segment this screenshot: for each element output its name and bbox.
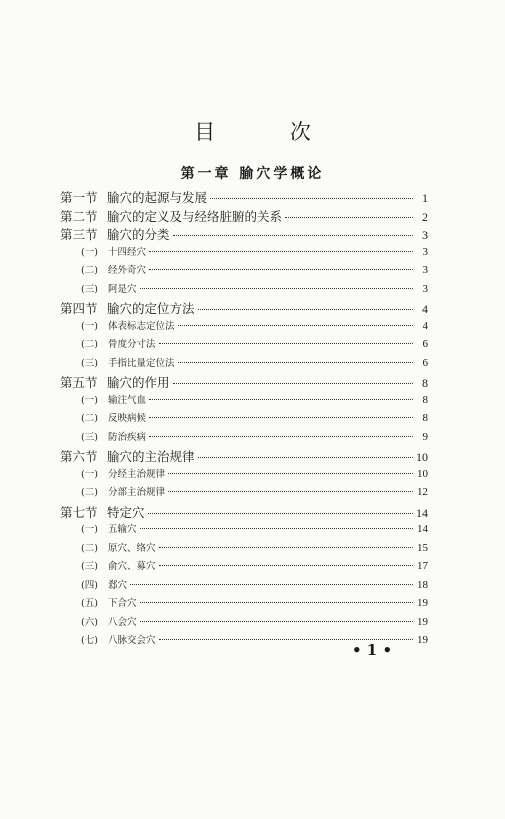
toc-entry-number: (一) (81, 524, 98, 535)
toc-entry-number: (一) (81, 468, 98, 480)
toc-subsection-entry (60, 595, 428, 614)
toc-leader-dots (168, 473, 413, 474)
toc-entry-title: 骨度分寸法 (108, 339, 156, 350)
footer-page-number: • 1 • (351, 641, 393, 659)
toc-entry-number: (三) (81, 561, 98, 572)
toc-leader-dots (159, 547, 413, 548)
toc-leader-dots (140, 288, 413, 289)
toc-leader-dots (285, 217, 413, 218)
toc-entry-page: 3 (422, 228, 428, 242)
toc-leader-dots (159, 639, 413, 640)
toc-subsection-entry (60, 429, 428, 448)
toc-entry-number: (四) (81, 579, 98, 591)
toc-entry-number: 第七节 (60, 504, 98, 520)
toc-entry-page: 6 (422, 338, 428, 350)
toc-entry-title: 腧穴的定义及与经络脏腑的关系 (107, 208, 283, 224)
toc-leader-dots (140, 621, 413, 622)
toc-section-entry (60, 188, 428, 207)
toc-leader-dots (140, 602, 413, 603)
toc-entry-number: 第三节 (60, 227, 98, 242)
toc-subsection-entry (60, 540, 428, 559)
toc-section-entry (60, 207, 428, 226)
toc-entry-page: 8 (422, 412, 428, 424)
toc-leader-dots (149, 251, 413, 252)
toc-entry-title: 防治疾病 (108, 431, 147, 443)
toc-entry-page: 4 (422, 319, 428, 332)
toc-entry-number: (三) (81, 357, 98, 369)
toc-entry-page: 3 (422, 264, 428, 276)
toc-entry-title: 手指比量定位法 (108, 357, 175, 369)
toc-entry-number: (二) (81, 339, 98, 350)
toc-subsection-entry (60, 577, 428, 596)
toc-entry-page: 8 (422, 393, 428, 406)
toc-subsection-entry (60, 392, 428, 411)
toc-entry-number: (五) (81, 598, 98, 609)
toc-entry-number: (二) (81, 487, 98, 498)
toc-subsection-entry (60, 336, 428, 355)
toc-entry-title: 阿是穴 (108, 283, 137, 295)
toc-entry-number: (一) (81, 320, 98, 332)
toc-leader-dots (159, 343, 413, 344)
toc-entry-page: 10 (416, 450, 428, 464)
toc-leader-dots (130, 584, 413, 585)
toc-entry-title: 下合穴 (108, 598, 137, 609)
toc-entry-title: 腧穴的分类 (107, 227, 170, 242)
toc-subsection-entry (60, 262, 428, 281)
toc-section-entry (60, 447, 428, 466)
toc-subsection-entry (60, 521, 428, 540)
toc-entry-number: 第一节 (60, 190, 98, 205)
toc-entry-page: 4 (422, 302, 428, 316)
toc-entry-page: 18 (417, 578, 428, 591)
toc-leader-dots (149, 436, 413, 437)
toc-entry-title: 腧穴的作用 (107, 375, 170, 390)
toc-entry-title: 体表标志定位法 (108, 320, 175, 332)
toc-entry-number: 第二节 (60, 208, 98, 224)
toc-entry-title: 腧穴的定位方法 (107, 301, 195, 316)
toc-subsection-entry (60, 614, 428, 633)
page-title: 目 次 (194, 120, 345, 144)
toc-entry-page: 14 (416, 505, 428, 520)
toc-entry-page: 3 (422, 245, 428, 258)
toc-entry-number: (二) (81, 542, 98, 554)
toc-entry-title: 八脉交会穴 (108, 635, 156, 646)
toc-leader-dots (178, 325, 413, 326)
toc-entry-page: 2 (422, 209, 428, 224)
toc-entry-page: 9 (422, 430, 428, 443)
toc-entry-page: 19 (417, 634, 428, 646)
toc-entry-page: 19 (417, 597, 428, 609)
toc-entry-title: 分部主治规律 (108, 487, 166, 498)
toc-entry-number: (二) (81, 413, 98, 424)
toc-entry-title: 特定穴 (107, 504, 145, 520)
toc-leader-dots (159, 565, 413, 566)
toc-leader-dots (178, 362, 413, 363)
toc-entry-title: 分经主治规律 (108, 468, 166, 480)
toc-subsection-entry (60, 355, 428, 374)
toc-entry-title: 原穴、络穴 (108, 542, 156, 554)
toc-entry-title: 反映病候 (108, 413, 147, 424)
toc-leader-dots (148, 513, 413, 514)
toc-entry-number: (三) (81, 431, 98, 443)
toc-entry-page: 3 (422, 282, 428, 295)
toc-leader-dots (149, 269, 413, 270)
toc-entry-page: 10 (417, 467, 428, 480)
toc-entry-title: 俞穴、募穴 (108, 561, 156, 572)
toc-leader-dots (168, 491, 413, 492)
toc-leader-dots (210, 198, 413, 199)
toc-entry-title: 腧穴的主治规律 (107, 449, 195, 464)
toc-section-entry (60, 373, 428, 392)
toc-entry-number: (二) (81, 265, 98, 276)
toc-entry-page: 8 (422, 376, 428, 390)
toc-subsection-entry (60, 410, 428, 429)
toc-entry-page: 12 (417, 486, 428, 498)
toc-leader-dots (198, 457, 413, 458)
toc-entry-number: (三) (81, 283, 98, 295)
toc-entry-number: (一) (81, 246, 98, 258)
toc-subsection-entry (60, 244, 428, 263)
toc-leader-dots (140, 528, 413, 529)
toc-section-entry (60, 299, 428, 318)
toc-entry-number: 第五节 (60, 375, 98, 390)
toc-leader-dots (149, 399, 413, 400)
toc-entry-page: 19 (417, 615, 428, 628)
toc-subsection-entry (60, 484, 428, 503)
toc-entry-title: 五输穴 (108, 524, 137, 535)
toc-entry-page: 15 (417, 541, 428, 554)
toc-leader-dots (198, 309, 413, 310)
toc-entry-title: 八会穴 (108, 616, 137, 628)
toc-subsection-entry (60, 281, 428, 300)
toc-entry-page: 14 (417, 523, 428, 535)
toc-leader-dots (173, 235, 413, 236)
toc-entry-number: 第四节 (60, 301, 98, 316)
toc-entry-title: 十四经穴 (108, 246, 147, 258)
chapter-title: 第一章 腧穴学概论 (180, 166, 325, 182)
toc-entry-number: (六) (81, 616, 98, 628)
toc-entry-number: 第六节 (60, 449, 98, 464)
toc-entry-number: (一) (81, 394, 98, 406)
toc-entry-number: (七) (81, 635, 98, 646)
toc-entry-title: 输注气血 (108, 394, 147, 406)
toc-leader-dots (173, 383, 413, 384)
toc-entry-page: 1 (422, 191, 428, 205)
toc-entry-page: 6 (422, 356, 428, 369)
toc-entry-title: 郄穴 (108, 579, 128, 591)
toc-section-entry (60, 225, 428, 244)
toc-subsection-entry (60, 466, 428, 485)
toc-entry-title: 经外奇穴 (108, 265, 147, 276)
toc-entry-page: 17 (417, 560, 428, 572)
table-of-contents (60, 188, 428, 651)
toc-section-entry (60, 503, 428, 522)
toc-subsection-entry (60, 318, 428, 337)
toc-subsection-entry (60, 558, 428, 577)
toc-entry-title: 腧穴的起源与发展 (107, 190, 208, 205)
toc-leader-dots (149, 417, 413, 418)
